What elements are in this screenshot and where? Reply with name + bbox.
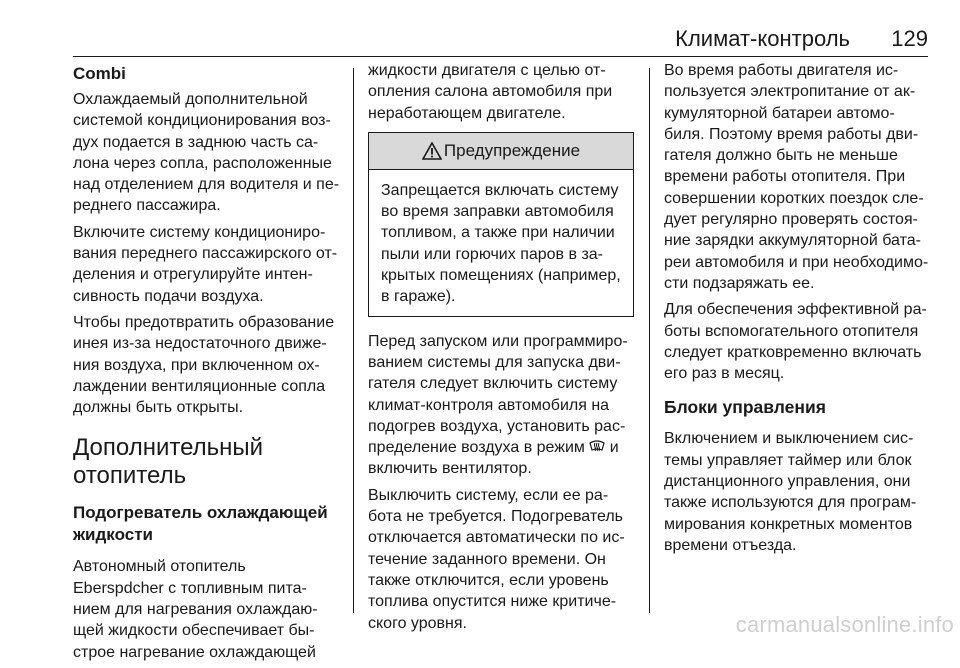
header-divider [73,56,928,57]
text-line: его раз в месяц. [664,365,785,383]
text-line: Чтобы предотвратить образование [73,313,335,331]
text-line: Включением и выключением сис- [664,430,914,448]
text-line: ния воздуха, при включенном ох- [73,356,320,374]
text-line: также используются для програм- [664,494,917,512]
heading-additional-heater [73,434,343,490]
text-line: ского уровня. [368,614,467,632]
column-3 [664,60,932,561]
text-line: лаждении вентиляционные сопла [73,377,326,395]
paragraph [73,556,343,662]
text-line: опления салона автомобиля при [368,83,613,101]
text-line: кумуляторной батареи автомо- [664,104,895,122]
text-line: отключается автоматически по ис- [368,529,625,547]
text-line: щей жидкости обеспечивает бы- [73,622,315,640]
windshield-defrost-icon [589,438,605,452]
page-number: 129 [891,26,928,51]
text-line: Для обеспечения эффективной ра- [664,301,927,319]
text-line: совершении коротких поездок сле- [664,189,924,207]
warning-text [369,170,633,316]
text-line: Автономный отопитель [73,558,246,576]
paragraph [368,331,634,480]
heading-combi: Combi [73,64,126,83]
text-line: ние зарядки аккумуляторной бата- [664,232,921,250]
text-line: биля. Поэтому время работы дви- [664,125,919,143]
text-line: должны быть открыты. [73,399,244,417]
text-line: гателя должно быть не меньше [664,147,898,165]
text-line: реднего пассажира. [73,197,221,215]
text-line: топливом, а также при наличии [381,224,615,242]
watermark: carmanualsonline.info [735,612,954,637]
text-line: лона через сопла, расположенные [73,154,332,172]
text-line: деления и отрегулируйте интен- [73,266,313,284]
text-line: инея из-за недостаточного движе- [73,335,327,353]
text-line: пыли или горючих паров в за- [381,245,603,263]
text-line: реи автомобиля и при необходимо- [664,253,929,271]
text-line: нием для нагревания охлаждаю- [73,601,318,619]
paragraph [73,89,343,217]
text-line: Запрещается включать систему [381,181,619,199]
text-line: подогрев воздуха, установить рас- [368,417,626,435]
text-line: топлива опустится ниже критиче- [368,593,617,611]
page-header [0,0,960,58]
text-line: Eberspdcher с топливным пита- [73,579,307,597]
text-line: дует регулярно проверять состоя- [664,211,918,229]
text-line: в гараже). [381,288,456,306]
text-line: включить вентилятор. [368,460,532,478]
text-line: сти подзаряжать ее. [664,274,815,292]
text-line: бота не требуется. Подогреватель [368,508,623,526]
text-line: Дополнительный [73,434,264,462]
text-line: пользуется электропитание от ак- [664,83,916,101]
paragraph [664,60,932,294]
text-line: также отключится, если уровень [368,571,609,589]
paragraph [73,312,343,418]
paragraph-lines [368,331,634,437]
text-line: отопитель [73,462,187,490]
text-line: дух подается в заднюю часть са- [73,133,319,151]
text-line: Перед запуском или программиро- [368,332,628,350]
column-divider-1 [353,68,354,613]
text-line: во время заправки автомобиля [381,203,614,221]
text-line: боты вспомогательного отопителя [664,322,919,340]
text-line: строе нагревание охлаждающей [73,643,316,661]
warning-title: Предупреждение [443,141,581,161]
column-1 [73,60,343,668]
paragraph [368,60,634,124]
text-line: системой кондиционирования воз- [73,112,331,130]
inline-text: и [605,439,619,457]
paragraph [664,428,932,556]
text-line: мирования конкретных моментов [664,515,913,533]
text-line: жидкости двигателя с целью от- [368,62,606,79]
page-title: Климат-контроль [675,26,850,51]
text-line: Охлаждаемый дополнительной [73,91,308,108]
paragraph [664,299,932,384]
text-line: Во время работы двигателя ис- [664,62,899,79]
column-divider-2 [649,68,650,613]
text-line: крытых помещениях (например, [381,267,621,285]
warning-header [369,133,633,170]
heading-controls: Блоки управления [664,397,826,418]
text-line: Подогреватель охлаждающей [73,503,328,523]
text-line: течение заданного времени. Он [368,550,606,568]
text-line: Включите систему кондициониро- [73,223,326,241]
text-line: ванием системы для запуска дви- [368,353,621,371]
column-2 [368,60,634,639]
paragraph [368,485,634,634]
text-line: сивность подачи воздуха. [73,287,264,305]
text-line: следует кратковременно включать [664,343,922,361]
text-line: темы управляет таймер или блок [664,451,912,469]
inline-text: пределение воздуха в режим [368,439,585,457]
text-line: времени отъезда. [664,536,797,554]
text-line: дистанционного управления, они [664,473,911,491]
paragraph [73,222,343,307]
text-line: неработающем двигателе. [368,104,566,122]
text-line: времени работы отопителя. При [664,168,906,186]
warning-triangle-icon [422,142,442,160]
text-line: гателя следует включить систему [368,375,618,393]
paragraph-lines [368,458,634,479]
text-line: над отделением для водителя и пе- [73,176,340,194]
text-line: вания переднего пассажирского от- [73,245,338,263]
text-line: климат-контроля автомобиля на [368,396,610,414]
text-line: Выключить систему, если ее ра- [368,486,609,504]
text-line: жидкости [73,525,153,545]
warning-box [368,132,634,317]
heading-coolant-heater [73,502,343,546]
